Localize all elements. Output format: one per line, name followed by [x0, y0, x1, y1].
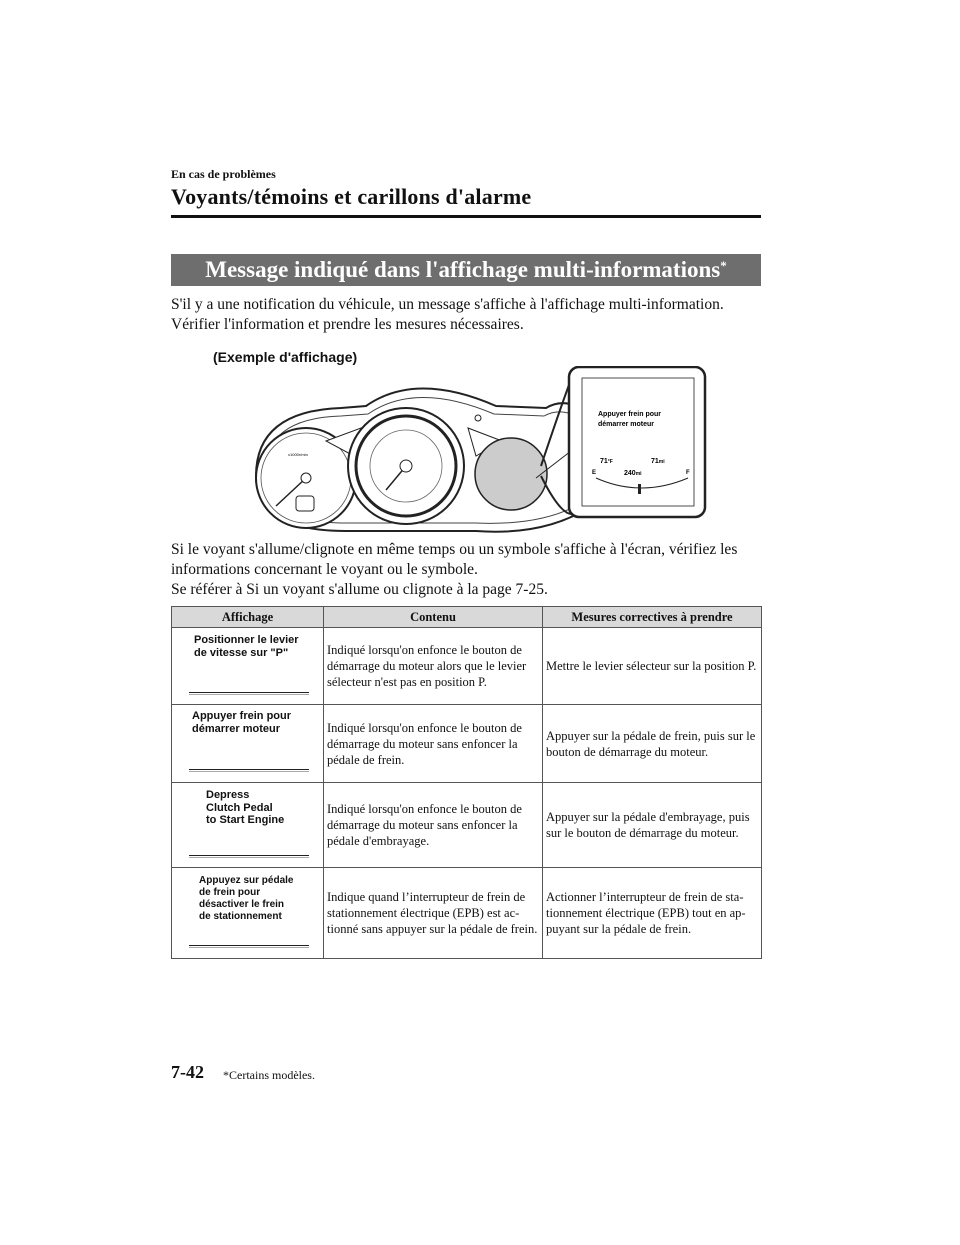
odometer-readout: 240mi: [624, 470, 642, 477]
intro-line-1: S'il y a une notification du véhicule, un message s'affiche à l'affichage multi-information.: [171, 296, 724, 313]
display-cell: [172, 783, 324, 868]
illustration-caption: (Exemple d'affichage): [213, 349, 358, 365]
display-cell: [172, 868, 324, 959]
header-content: Contenu: [324, 607, 543, 628]
banner-asterisk: *: [720, 258, 727, 273]
table-row: [172, 868, 762, 959]
display-message: Appuyez sur pédale de frein pour désactiver le frein de stationnement: [199, 875, 294, 922]
table-row: [172, 705, 762, 783]
table-row: [172, 628, 762, 705]
fuel-empty-label: E: [592, 470, 597, 476]
footnote: *Certains modèles.: [223, 1068, 315, 1082]
intro-line-2: Vérifier l'information et prendre les mesures nécessaires.: [171, 316, 524, 333]
page-number: 7-42: [171, 1062, 204, 1082]
action-cell: Appuyer sur la pédale d'embrayage, puis sur le bouton de démarrage du moteur.: [543, 783, 762, 868]
action-cell: Mettre le levier sélecteur sur la position P.: [543, 628, 762, 705]
info-line-2: informations concernant le voyant ou le symbole.: [171, 561, 478, 578]
section-banner: [171, 254, 761, 286]
banner-title: Message indiqué dans l'affichage multi-informations: [205, 257, 721, 282]
temperature-readout: 71°F: [600, 458, 613, 465]
table-row: [172, 783, 762, 868]
display-message-line-1: Appuyer frein pour: [598, 411, 662, 418]
display-cell: [172, 628, 324, 705]
info-paragraph: [171, 540, 771, 600]
header-action: Mesures correctives à prendre: [543, 607, 762, 628]
intro-paragraph: [171, 295, 771, 335]
display-message: Positionner le levier de vitesse sur "P": [194, 634, 299, 659]
display-message: Depress Clutch Pedal to Start Engine: [206, 789, 285, 826]
info-line-1: Si le voyant s'allume/clignote en même temps ou un symbole s'affiche à l'écran, vérifiez les: [171, 541, 738, 558]
display-cell: [172, 705, 324, 783]
fuel-full-label: F: [686, 470, 690, 476]
header-display: Affichage: [172, 607, 324, 628]
title-rule: [171, 215, 761, 218]
multi-info-display: [475, 438, 547, 510]
display-message: Appuyer frein pour démarrer moteur: [192, 710, 292, 735]
tach-label: x1000r/min: [288, 452, 308, 457]
instrument-cluster-illustration: [246, 366, 708, 536]
message-table: [171, 606, 762, 959]
range-readout: 71mi: [651, 458, 665, 465]
content-cell: Indiqué lorsqu'on enfonce le bouton de démarrage du moteur sans enfoncer la pédale d'embrayage.: [324, 783, 543, 868]
content-cell: Indique quand l’interrupteur de frein de stationnement électrique (EPB) est ac-tionné sans appuyer sur la pédale de frein.: [324, 868, 543, 959]
page-title: Voyants/témoins et carillons d'alarme: [171, 184, 532, 209]
info-line-3: Se référer à Si un voyant s'allume ou clignote à la page 7-25.: [171, 581, 548, 598]
action-cell: Actionner l’interrupteur de frein de sta-tionnement électrique (EPB) tout en ap-puyant sur la pédale de frein.: [543, 868, 762, 959]
content-cell: Indiqué lorsqu'on enfonce le bouton de démarrage du moteur alors que le levier sélecteur n'est pas en position P.: [324, 628, 543, 705]
display-message-line-2: démarrer moteur: [598, 421, 655, 428]
section-label: En cas de problèmes: [171, 167, 276, 181]
content-cell: Indiqué lorsqu'on enfonce le bouton de démarrage du moteur sans enfoncer la pédale de frein.: [324, 705, 543, 783]
table-header-row: [172, 607, 762, 628]
action-cell: Appuyer sur la pédale de frein, puis sur le bouton de démarrage du moteur.: [543, 705, 762, 783]
